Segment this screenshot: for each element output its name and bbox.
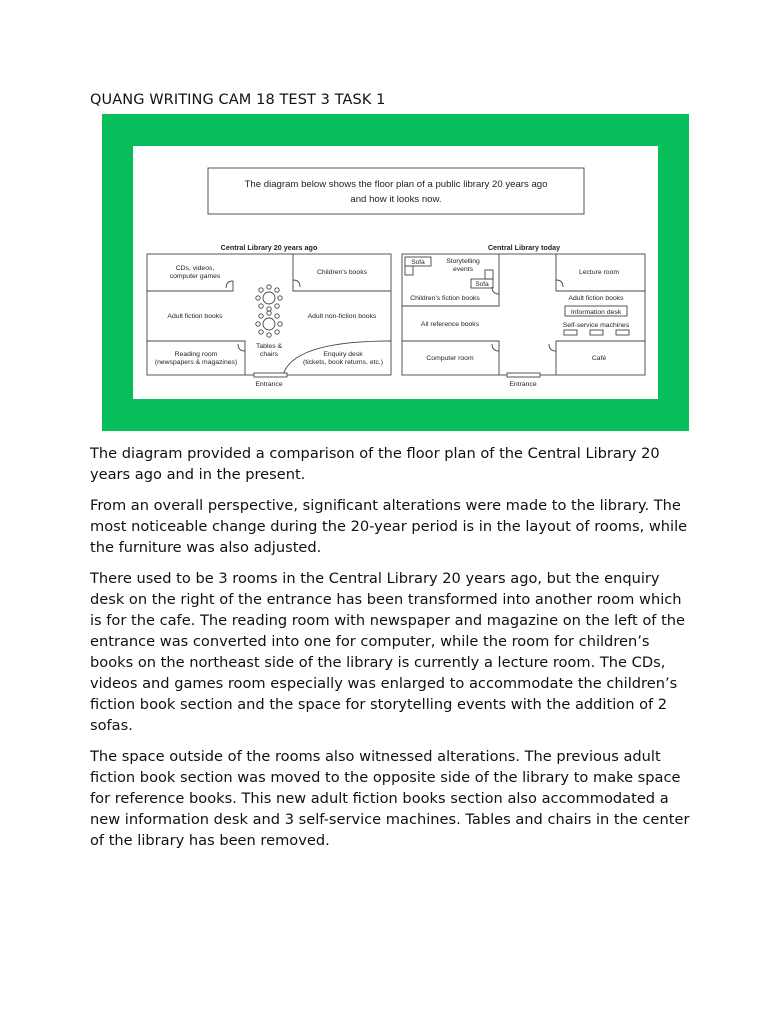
intro-line-1: The diagram below shows the floor plan of a public library 20 years ago [244, 179, 548, 190]
today-sofa-2-label: Sofa [475, 281, 489, 288]
today-storytelling-label-2: events [452, 266, 474, 273]
today-sofa-2-arm [485, 270, 493, 279]
past-entrance-mat [254, 373, 287, 377]
past-cds-label-2: computer games [169, 273, 221, 280]
today-computer-room-label: Computer room [426, 355, 474, 362]
today-machine-2 [590, 330, 603, 335]
floor-plan-diagram [133, 146, 658, 399]
past-entrance-label: Entrance [255, 381, 283, 388]
past-adult-nonfiction-label: Adult non-fiction books [307, 313, 377, 320]
today-sofa-1-arm [405, 266, 413, 275]
paragraph-body-rooms: There used to be 3 rooms in the Central Library 20 years ago, but the enquiry desk on the right of the entrance has been transformed into another room which is for the cafe. The reading room with newspaper and magazine on the left of the entrance was converted into one for computer, while the room for children’s books on the northeast side of the library is currently a lecture room. The CDs, videos and games room especially was enlarged to accommodate the children’s fiction book section and the space for storytelling events with the addition of 2 sofas. [90, 570, 686, 734]
today-information-desk-label: Information desk [570, 309, 622, 316]
past-adult-fiction-label: Adult fiction books [167, 313, 223, 320]
past-table-2 [263, 318, 275, 330]
today-all-reference-label: All reference books [420, 321, 480, 328]
today-computer-door [492, 344, 499, 351]
past-enquiry-label-1: Enquiry desk [323, 351, 363, 358]
past-tables-label-2: chairs [259, 351, 279, 358]
past-tables-label-1: Tables & [255, 343, 283, 350]
today-self-service-label: Self-service machines [562, 322, 630, 329]
past-enquiry-label-2: (tickets, book returns, etc.) [302, 359, 384, 366]
today-machine-3 [616, 330, 629, 335]
document-title: QUANG WRITING CAM 18 TEST 3 TASK 1 [90, 92, 386, 108]
today-cafe-label: Café [591, 355, 607, 362]
paragraph-intro: The diagram provided a comparison of the floor plan of the Central Library 20 years ago and in the present. [90, 445, 660, 483]
past-plan-title: Central Library 20 years ago [220, 243, 318, 252]
today-lecture-door [556, 280, 563, 287]
past-enquiry-desk-curve [283, 341, 391, 375]
past-childrens-books-label: Children's books [316, 269, 368, 276]
past-childrens-door [293, 280, 300, 287]
today-childrens-fiction-label: Children's fiction books [410, 295, 480, 302]
past-cds-door [226, 281, 233, 288]
past-reading-label-1: Reading room [174, 351, 218, 358]
paragraph-overview: From an overall perspective, significant alterations were made to the library. The most noticeable change during the 20-year period is in the layout of rooms, while the furniture was also adjusted. [90, 497, 688, 556]
intro-line-2: and how it looks now. [350, 194, 442, 205]
past-reading-label-2: (newspapers & magazines) [154, 359, 238, 366]
today-entrance-label: Entrance [509, 381, 537, 388]
today-machine-1 [564, 330, 577, 335]
today-lecture-room-label: Lecture room [578, 269, 620, 276]
today-plan-title: Central Library today [487, 243, 561, 252]
today-storytelling-label-1: Storytelling [446, 258, 480, 265]
diagram-frame [102, 114, 689, 431]
intro-box [208, 168, 584, 214]
today-adult-fiction-label: Adult fiction books [568, 295, 624, 302]
today-cafe-door [549, 344, 556, 351]
past-reading-room-wall [147, 341, 245, 375]
paragraph-body-space: The space outside of the rooms also witnessed alterations. The previous adult fiction book section was moved to the opposite side of the library to make space for reference books. This new adult fiction books section also accommodated a new information desk and 3 self-service machines. Tables and chairs in the center of the library has been removed. [90, 748, 690, 849]
today-sofa-1-label: Sofa [411, 259, 425, 266]
past-reading-door [238, 344, 245, 351]
floor-plan-figure [133, 146, 658, 399]
essay-body [90, 443, 690, 861]
past-cds-room-wall [147, 281, 233, 291]
today-entrance-mat [507, 373, 540, 377]
past-table-1 [263, 292, 275, 304]
past-cds-label-1: CDs, videos, [175, 265, 215, 272]
